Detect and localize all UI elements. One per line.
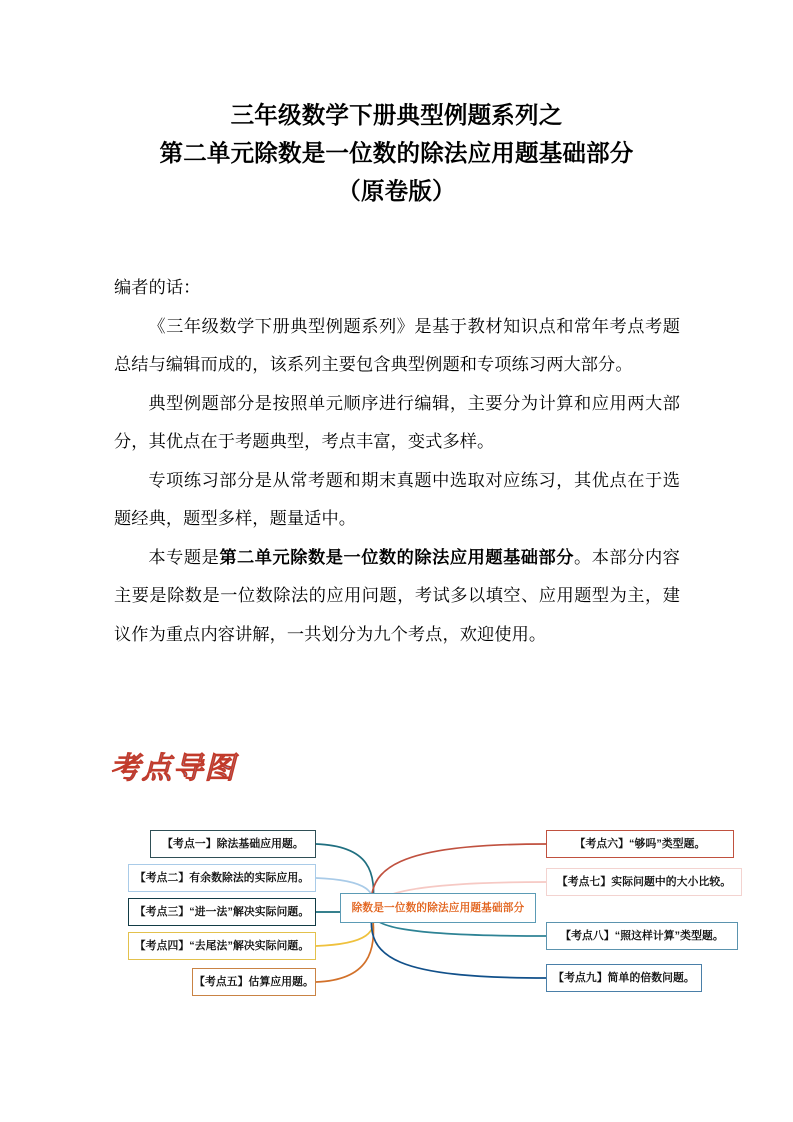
mindmap-node-right-4[interactable] [546, 964, 702, 992]
paragraph-4-suffix: 。本部分内容主要是除数是一位数除法的应用问题，考试多以填空、应用题型为主，建议作为重点内容讲解，一共划分为九个考点，欢迎使用。 [114, 546, 680, 644]
mindmap-node-right-2-label: 【考点七】实际问题中的大小比较。 [556, 875, 732, 888]
mindmap-heading-art [108, 744, 268, 788]
paragraph-4-prefix: 本专题是 [148, 546, 220, 567]
page-title [0, 96, 793, 210]
mindmap-node-right-3-label: 【考点八】“照这样计算”类型题。 [560, 929, 724, 942]
mindmap-node-left-4[interactable] [128, 932, 316, 960]
title-line-1: 三年级数学下册典型例题系列之 [230, 102, 563, 128]
editor-note-label: 编者的话： [114, 277, 201, 297]
mindmap-node-left-3-label: 【考点三】“进一法”解决实际问题。 [134, 905, 310, 918]
paragraph-2: 典型例题部分是按照单元顺序进行编辑，主要分为计算和应用两大部分，其优点在于考题典型，考点丰富，变式多样。 [114, 392, 680, 451]
mindmap-node-right-1[interactable] [546, 830, 734, 858]
mindmap-node-right-4-label: 【考点九】简单的倍数问题。 [553, 971, 695, 984]
mindmap-node-left-5-label: 【考点五】估算应用题。 [194, 975, 314, 988]
mindmap-node-left-4-label: 【考点四】“去尾法”解决实际问题。 [134, 939, 310, 952]
svg-text:考点导图: 考点导图 [110, 752, 236, 785]
title-line-3: （原卷版） [337, 178, 456, 204]
mindmap-node-right-1-label: 【考点六】“够吗”类型题。 [574, 837, 706, 850]
document-body [114, 268, 680, 653]
mindmap-node-left-2-label: 【考点二】有余数除法的实际应用。 [134, 871, 310, 884]
mindmap-node-left-3[interactable] [128, 898, 316, 926]
mindmap-node-right-3[interactable] [546, 922, 738, 950]
paragraph-1: 《三年级数学下册典型例题系列》是基于教材知识点和常年考点考题总结与编辑而成的，该系列主要包含典型例题和专项练习两大部分。 [114, 315, 680, 374]
mindmap [0, 800, 793, 1040]
mindmap-node-left-1-label: 【考点一】除法基础应用题。 [162, 837, 304, 850]
paragraph-3: 专项练习部分是从常考题和期末真题中选取对应练习，其优点在于选题经典，题型多样，题量适中。 [114, 469, 680, 528]
mindmap-node-left-1[interactable] [150, 830, 316, 858]
mindmap-heading [108, 744, 268, 788]
mindmap-center-node[interactable] [340, 893, 536, 923]
mindmap-center-node-label: 除数是一位数的除法应用题基础部分 [351, 901, 525, 914]
paragraph-4 [114, 538, 680, 654]
paragraph-4-bold-topic: 第二单元除数是一位数的除法应用题基础部分 [219, 546, 575, 567]
mindmap-node-right-2[interactable] [546, 868, 742, 896]
mindmap-node-left-2[interactable] [128, 864, 316, 892]
title-line-2: 第二单元除数是一位数的除法应用题基础部分 [159, 140, 634, 166]
mindmap-node-left-5[interactable] [192, 968, 316, 996]
